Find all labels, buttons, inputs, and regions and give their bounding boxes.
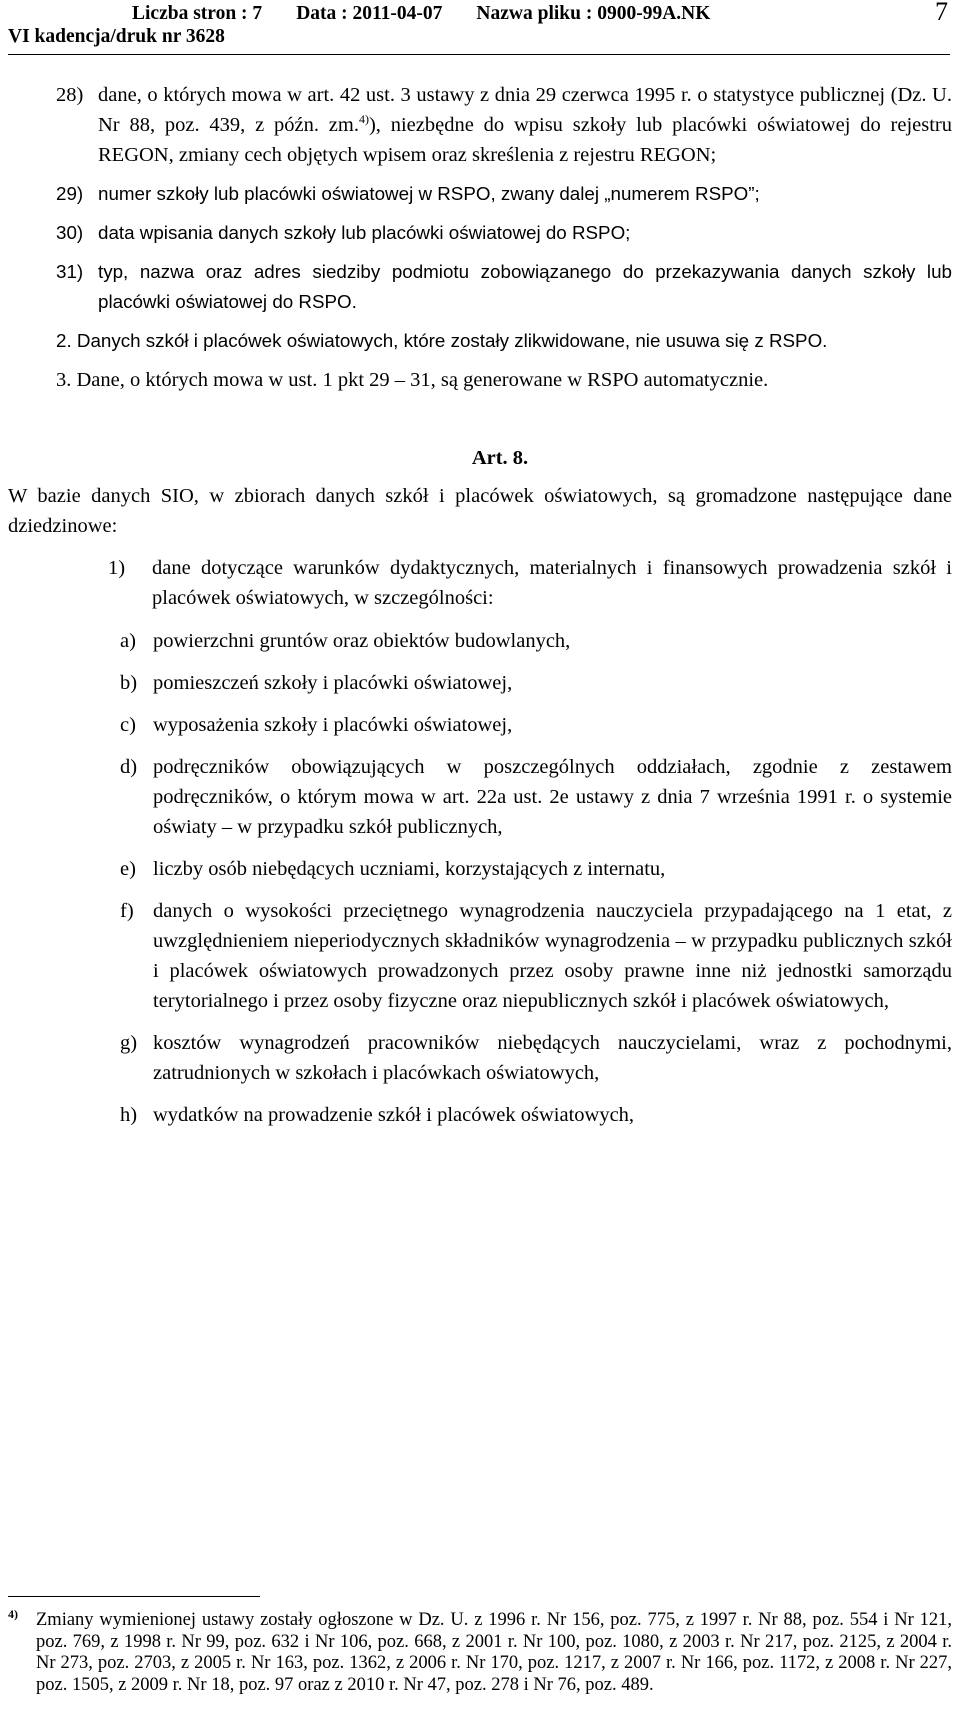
subpoint-a — [8, 626, 952, 656]
subpoint-letter: b) — [120, 672, 138, 694]
subpoint-text: powierzchni gruntów oraz obiektów budowlanych, — [153, 630, 571, 652]
page-number: 7 — [935, 0, 948, 26]
list-item-30 — [8, 218, 952, 248]
footnote-mark: 4) — [8, 1607, 18, 1621]
list-item-29 — [8, 179, 952, 209]
subpoint-letter: a) — [120, 630, 136, 652]
paragraph-2: 2. Danych szkół i placówek oświatowych, które zostały zlikwidowane, nie usuwa się z RSPO. — [56, 330, 828, 351]
item-text-continued: ), niezbędne do wpisu szkoły lub placówki oświatowej do rejestru REGON, zmiany cech objętych wpisem oraz skreślenia z rejestru REGON; — [98, 114, 952, 166]
list-item-28 — [8, 80, 952, 170]
subpoint-text: wyposażenia szkoły i placówki oświatowej, — [153, 714, 513, 736]
subpoint-letter: g) — [120, 1032, 138, 1054]
article-intro: W bazie danych SIO, w zbiorach danych szkół i placówek oświatowych, są gromadzone następujące dane dziedzinowe: — [8, 485, 952, 537]
document-date: Data : 2011-04-07 — [296, 3, 443, 24]
subpoint-text: podręczników obowiązujących w poszczególnych oddziałach, zgodnie z zestawem podręczników, o którym mowa w art. 22a ust. 2e ustawy z dnia 7 września 1991 r. o systemie oświaty – w przypadku szkół publicznych, — [153, 756, 952, 838]
point-number: 1) — [108, 557, 126, 579]
item-number: 28) — [56, 84, 84, 106]
point-text: dane dotyczące warunków dydaktycznych, materialnych i finansowych prowadzenia szkół i placówek oświatowych, w szczególności: — [152, 557, 952, 609]
item-number: 29) — [56, 183, 84, 204]
page-header — [8, 0, 950, 55]
subpoint-text: danych o wysokości przeciętnego wynagrodzenia nauczyciela przypadającego na 1 etat, z uwzględnieniem nieperiodycznych składników wynagrodzenia – w przypadku publicznych szkół i placówek oświatowych prowadzonych przez osoby prawne inne niż jednostki samorządu terytorialnego i przez osoby fizyczne oraz niepublicznych szkół i placówek oświatowych, — [153, 900, 952, 1012]
subpoint-text: liczby osób niebędących uczniami, korzystających z internatu, — [153, 858, 666, 880]
subpoint-h — [8, 1100, 952, 1130]
footnote-divider — [8, 1596, 260, 1597]
subpoint-letter: h) — [120, 1104, 138, 1126]
header-meta — [132, 2, 744, 26]
footnote-text: Zmiany wymienionej ustawy zostały ogłoszone w Dz. U. z 1996 r. Nr 156, poz. 775, z 1997 r. Nr 88, poz. 554 i Nr 121, poz. 769, z 1998 r. Nr 99, poz. 632 i Nr 106, poz. 668, z 2001 r. Nr 100, poz. 1080, z 2003 r. Nr 217, poz. 2125, z 2004 r. Nr 273, poz. 2703, z 2005 r. Nr 163, poz. 1362, z 2006 r. Nr 170, poz. 1217, z 2007 r. Nr 166, poz. 1172, z 2008 r. Nr 227, poz. 1505, z 2009 r. Nr 18, poz. 97 oraz z 2010 r. Nr 47, poz. 278 i Nr 76, poz. 489. — [36, 1610, 952, 1695]
article-title: Art. 8. — [471, 447, 529, 469]
item-text: numer szkoły lub placówki oświatowej w RSPO, zwany dalej „numerem RSPO”; — [98, 183, 760, 204]
item-text: data wpisania danych szkoły lub placówki oświatowej do RSPO; — [98, 222, 631, 243]
list-item-31 — [8, 257, 952, 317]
item-text: typ, nazwa oraz adres siedziby podmiotu zobowiązanego do przekazywania danych szkoły lub placówki oświatowej do RSPO. — [98, 261, 952, 312]
subpoint-text: wydatków na prowadzenie szkół i placówek oświatowych, — [153, 1104, 635, 1126]
paragraph-3: 3. Dane, o których mowa w ust. 1 pkt 29 – 31, są generowane w RSPO automatycznie. — [56, 369, 769, 391]
subpoint-b — [8, 668, 952, 698]
item-number: 30) — [56, 222, 84, 243]
footnote-reference: 4) — [358, 112, 369, 127]
subpoint-text: pomieszczeń szkoły i placówki oświatowej, — [153, 672, 513, 694]
article-point-1 — [8, 553, 952, 613]
subpoint-d — [8, 752, 952, 842]
page-count: Liczba stron : 7 — [132, 3, 263, 24]
subpoint-g — [8, 1028, 952, 1088]
item-number: 31) — [56, 261, 84, 282]
subpoint-letter: d) — [120, 756, 138, 778]
footnote — [8, 1607, 952, 1696]
subpoint-letter: c) — [120, 714, 136, 736]
subpoint-c — [8, 710, 952, 740]
document-body — [8, 80, 952, 1142]
subpoint-letter: f) — [120, 900, 134, 922]
subpoint-f — [8, 896, 952, 1016]
item-text: dane, o których mowa w art. 42 ust. 3 ustawy z dnia 29 czerwca 1995 r. o statystyce publicznej (Dz. U. Nr 88, poz. 439, z późn. zm. — [98, 84, 952, 136]
file-name: Nazwa pliku : 0900-99A.NK — [476, 3, 711, 24]
subpoint-e — [8, 854, 952, 884]
subpoint-letter: e) — [120, 858, 136, 880]
subpoint-text: kosztów wynagrodzeń pracowników niebędących nauczycielami, wraz z pochodnymi, zatrudnionych w szkołach i placówkach oświatowych, — [153, 1032, 952, 1084]
edition-label: VI kadencja/druk nr 3628 — [8, 26, 225, 47]
